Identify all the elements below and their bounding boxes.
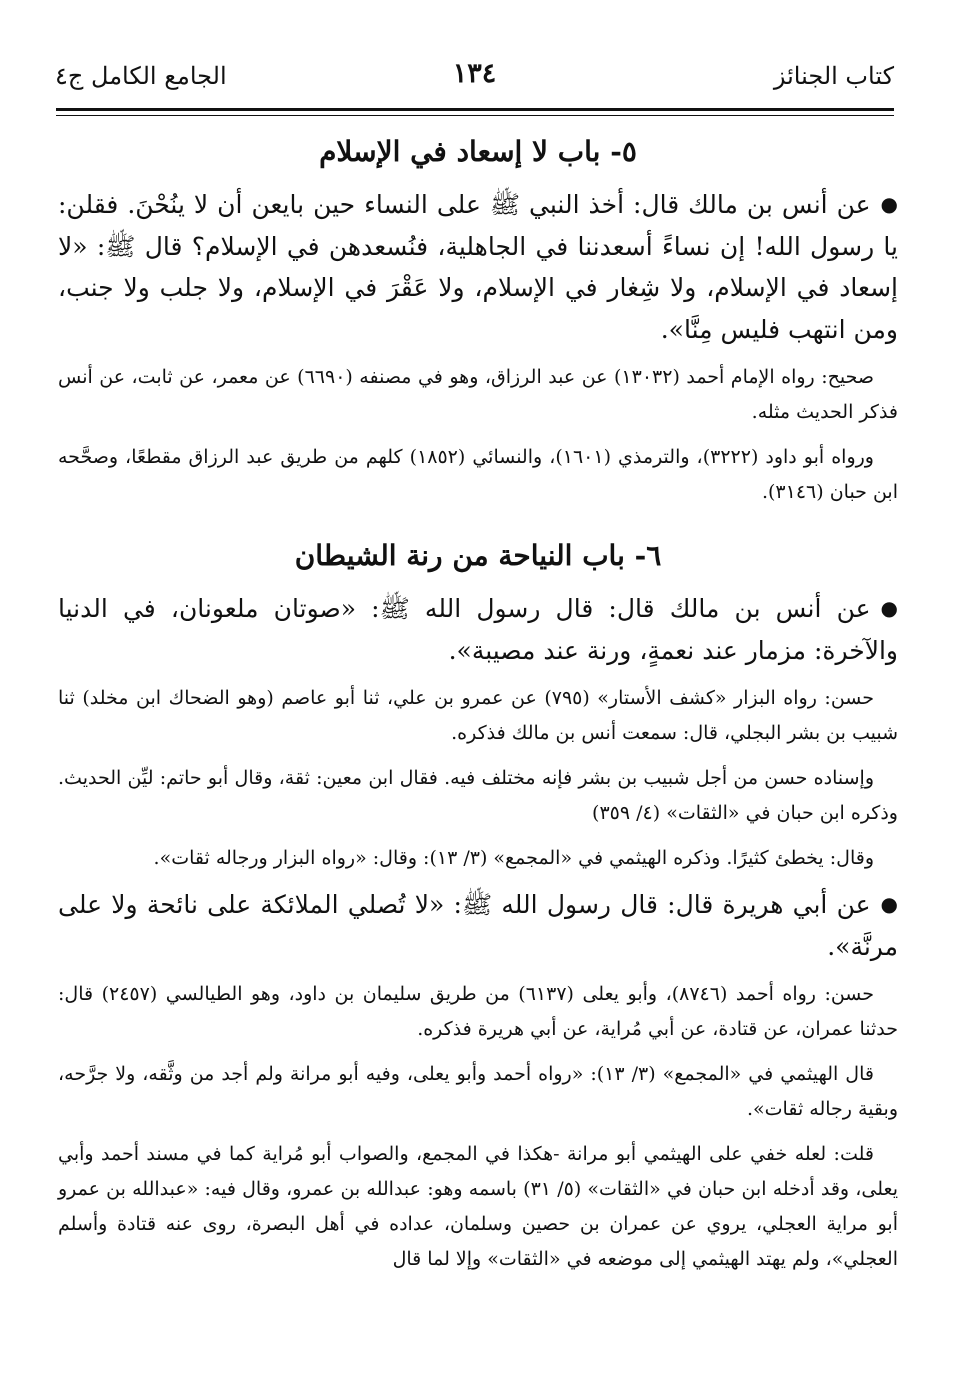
section-spacer: [58, 518, 898, 530]
page-number: ١٣٤: [452, 58, 497, 89]
takhrij-note: صحيح: رواه الإمام أحمد (١٣٠٣٢) عن عبد الرزاق، وهو في مصنفه (٦٦٩٠) عن معمر، عن ثابت، عن أنس فذكر الحديث مثله.: [58, 366, 898, 423]
takhrij-note: قلت: لعله خفي على الهيثمي أبو مرانة -هكذا في المجمع، والصواب أبو مُراية كما في مسند أحمد وأبي يعلى، وقد أدخله ابن حبان في «الثقات» (٥/ ٣١) باسمه وهو: عبدالله بن عمرو، وقال فيه: «عبدالله بن عمرو أبو مراية العجلي، يروي عن عمران بن حصين وسلمان، عداده في أهل البصرة، روى عنه قتادة وأسلم العجلي»، ولم يهتد الهيثمي إلى موضعه في «الثقات» وإلا لما قال: [58, 1143, 898, 1270]
takhrij-note: وقال: يخطئ كثيرًا. وذكره الهيثمي في «المجمع» (٣/ ١٣): وقال: «رواه البزار ورجاله ثقات».: [153, 847, 874, 869]
header-rule-thick: [56, 108, 894, 111]
bullet-icon: ●: [880, 892, 898, 916]
takhrij-note: قال الهيثمي في «المجمع» (٣/ ١٣): «رواه أحمد وأبو يعلى، وفيه أبو مرانة ولم أجد من وثَّقه، ولا جرَّحه، وبقية رجاله ثقات».: [58, 1063, 898, 1120]
book-section-title: كتاب الجنائز: [773, 62, 894, 90]
hadith-text: [58, 184, 898, 350]
header-rule-thin: [56, 115, 894, 116]
takhrij-note: حسن: رواه البزار «كشف الأستار» (٧٩٥) عن عمرو بن علي، ثنا أبو عاصم (وهو الضحاك ابن مخلد) ثنا شبيب بن بشر البجلي، قال: سمعت أنس بن مالك فذكره.: [58, 687, 898, 744]
bullet-icon: ●: [880, 596, 898, 620]
takhrij-note: حسن: رواه أحمد (٨٧٤٦)، وأبو يعلى (٦١٣٧) من طريق سليمان بن داود، وهو الطيالسي (٢٤٥٧) قال: حدثنا عمران، عن قتادة، عن أبي مُراية، عن أبي هريرة فذكره.: [58, 983, 898, 1040]
book-volume-title: الجامع الكامل ج٤: [55, 62, 227, 90]
page-body: [58, 126, 898, 1285]
hadith-text: [58, 588, 898, 671]
hadith-text: [58, 884, 898, 967]
takhrij-note: وإسناده حسن من أجل شبيب بن بشر فإنه مختلف فيه. فقال ابن معين: ثقة، وقال أبو حاتم: ليِّن الحديث. وذكره ابن حبان في «الثقات» (٤/ ٣٥٩): [58, 767, 898, 824]
takhrij-note: ورواه أبو داود (٣٢٢٢)، والترمذي (١٦٠١)، والنسائي (١٨٥٢) كلهم من طريق عبد الرزاق مقطعًا، وصحَّحه ابن حبان (٣١٤٦).: [58, 446, 898, 503]
hadith-body: عن أنس بن مالك قال: قال رسول الله ﷺ: «صوتان ملعونان، في الدنيا والآخرة: مزمار عند نعمةٍ، ورنة عند مصيبة».: [58, 594, 898, 665]
bullet-icon: ●: [880, 192, 898, 216]
hadith-body: عن أبي هريرة قال: قال رسول الله ﷺ: «لا تُصلي الملائكة على نائحة ولا على مرنَّة».: [58, 890, 898, 961]
chapter-title: ٦- باب النياحة من رنة الشيطان: [294, 539, 662, 572]
hadith-body: عن أنس بن مالك قال: أخذ النبي ﷺ على النساء حين بايعن أن لا ينُحْنَ. فقلن: يا رسول الله! إن نساءً أسعدننا في الجاهلية، فنُسعدهن في الإسلام؟ قال ﷺ: «لا إسعاد في الإسلام، ولا شِغار في الإسلام، ولا عَقْرَ في الإسلام، ولا جلب ولا جنب، ومن انتهب فليس مِنَّا».: [58, 190, 898, 344]
chapter-title: ٥- باب لا إسعاد في الإسلام: [319, 135, 637, 168]
running-header: [55, 58, 894, 104]
